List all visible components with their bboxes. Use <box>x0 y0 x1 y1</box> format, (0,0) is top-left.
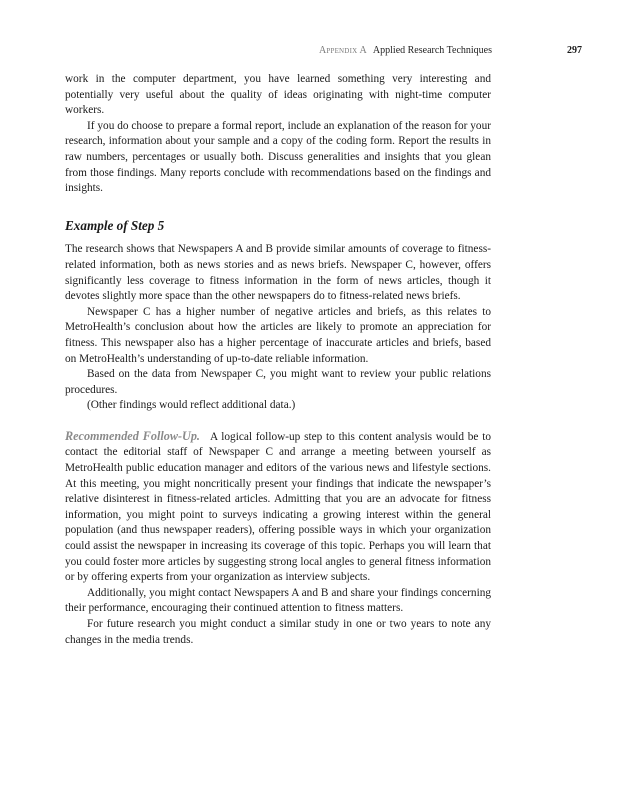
running-head-text <box>319 44 492 58</box>
appendix-label: Appendix A <box>318 45 367 56</box>
section-heading: Example of Step 5 <box>65 217 165 233</box>
paragraph-review-procedures: Based on the data from Newspaper C, you might want to review your public relations procedures. <box>65 368 491 396</box>
page-number: 297 <box>567 45 582 56</box>
paragraph-continued: work in the computer department, you have learned something very interesting and potentially very useful about the quality of ideas originating with night-time computer workers. <box>65 73 491 117</box>
paragraph-follow-up <box>65 429 491 586</box>
body-text <box>65 72 491 648</box>
section-title: Applied Research Techniques <box>372 45 492 56</box>
paragraph-other-findings: (Other findings would reflect additional data.) <box>87 399 296 412</box>
subhead-follow-up: Recommended Follow-Up. <box>65 428 200 443</box>
paragraph-newspaper-c: Newspaper C has a higher number of negative articles and briefs, as this relates to MetroHealth’s conclusion about how the articles are likely to promote an appreciation for fitness. This newspaper also has a higher percentage of inaccurate articles and briefs, based on MetroHealth’s understanding of up-to-date reliable information. <box>65 305 491 365</box>
paragraph-research-shows: The research shows that Newspapers A and B provide similar amounts of coverage to fitness-related information, both as news stories and as news briefs. Newspaper C, however, offers significantly less coverage to fitness information in the form of news articles, though it devotes slightly more space than the other newspapers do to fitness-related news briefs. <box>65 243 491 303</box>
paragraph-formal-report: If you do choose to prepare a formal report, include an explanation of the reason for your research, information about your sample and a copy of the coding form. Report the results in raw numbers, percentages or usually both. Discuss generalities and insights that you glean from those findings. Many reports conclude with recommendations based on the findings and insights. <box>65 119 491 195</box>
paragraph-future-research: For future research you might conduct a similar study in one or two years to note any changes in the media trends. <box>65 618 491 646</box>
follow-up-text: A logical follow-up step to this content analysis would be to contact the editorial staff of Newspaper C and arrange a meeting between yourself as MetroHealth public education manager and editors of the various news and lifestyle sections. At this meeting, you might noncritically present your findings that indicate the newspaper’s relative disinterest in fitness-related articles. Admitting that you are an advocate for fitness information, you might point to surveys indicating a growing interest within the general population (and thus newspaper readers), offering possible ways in which your organization could assist the newspaper in increasing its coverage of this topic. Perhaps you will learn that you could foster more articles by suggesting strong local angles to general fitness information or by offering experts from your organization as interview subjects. <box>65 430 491 584</box>
running-head <box>65 44 582 58</box>
paragraph-additionally: Additionally, you might contact Newspapers A and B and share your findings concerning their performance, encouraging their continued attention to fitness matters. <box>65 586 491 615</box>
